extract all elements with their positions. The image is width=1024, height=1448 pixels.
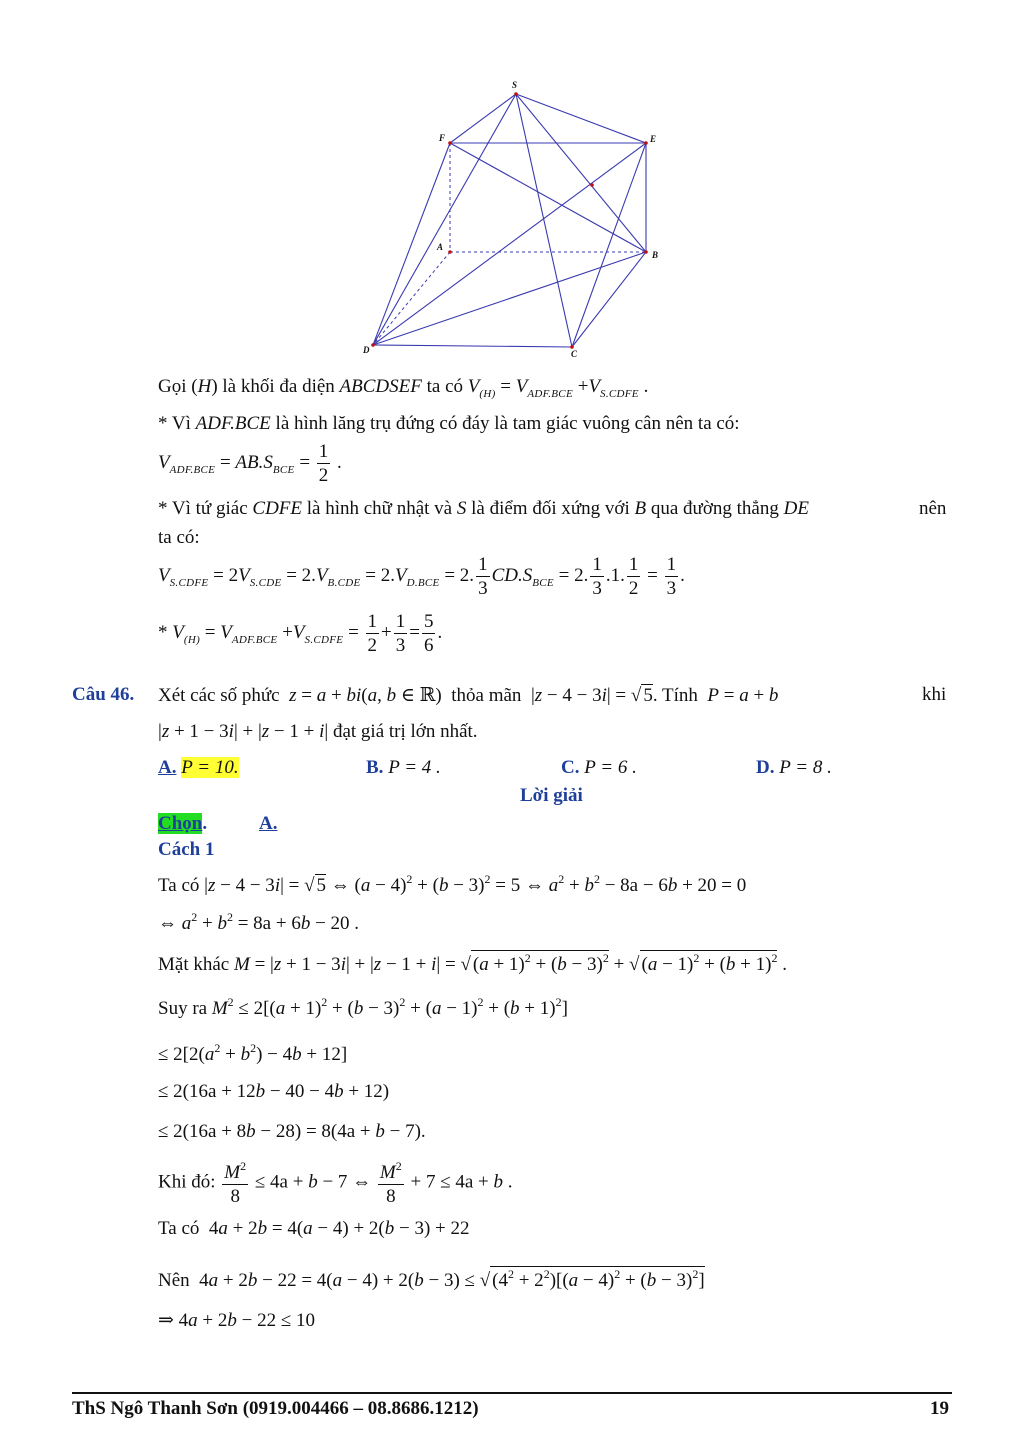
method-title: Cách 1	[158, 839, 215, 860]
rectangle-statement-end: nên	[919, 498, 947, 519]
label-C: C	[571, 349, 578, 359]
solution-line-11: ⇒ 4a + 2b − 22 ≤ 10	[158, 1310, 316, 1331]
solution-line-2: ⇔ $a^2 + b^2 = 8a + 6b - 20$ .	[158, 910, 360, 934]
footer-divider	[72, 1392, 952, 1394]
label-A: A	[437, 242, 444, 252]
solution-line-4: Suy ra $M^2 \le 2[(a + 1)^2 + (b - 3)^2 + (a - 1)^2 + (b + 1)^2]$	[158, 995, 568, 1019]
volume-definition-line: Gọi (H) là khối đa diện ABCDSEF ta có $V_{(H)} = V_{ADF.BCE} +V_{S.CDFE}$ .	[158, 376, 649, 400]
solution-title: Lời giải	[520, 785, 583, 806]
option-b[interactable]: B. P = 4 .	[366, 757, 441, 778]
solution-line-1: Ta có |z − 4 − 3i| = √ 5 ⇔ $(a - 4)^2 + (b - 3)^2 = 5$ ⇔ $a^2 + b^2 - 8a - 6b + 20 = 0$	[158, 872, 747, 896]
option-d[interactable]: D. P = 8 .	[756, 757, 832, 778]
label-F: F	[439, 133, 446, 143]
question-khi: khi	[922, 684, 947, 705]
solution-line-9: Ta có 4a + 2b = 4(a − 4) + 2(b − 3) + 22	[158, 1218, 470, 1239]
chosen-answer: A.	[259, 813, 278, 834]
solution-line-5: ≤ $2[2(a^2 + b^2) - 4b + 12]$	[158, 1041, 348, 1065]
chon-label: Chọn.	[158, 813, 208, 834]
label-S: S	[512, 80, 518, 90]
question-line-2: |z + 1 − 3i| + |z − 1 + i| đạt giá trị lớn nhất.	[158, 721, 478, 742]
solution-line-6: ≤ 2(16a + 12b − 40 − 4b + 12)	[158, 1081, 390, 1102]
solution-line-7: ≤ 2(16a + 8b − 28) = 8(4a + b − 7).	[158, 1121, 426, 1142]
page-number: 19	[930, 1398, 949, 1419]
pyramid-volume-formula: $V_{S.CDFE} = 2V_{S.CDE} = 2.V_{B.CDE} = 2.V_{D.BCE} = 2$. $\frac{1}{3}$ $CD.S_{BCE} = 2$. $\frac{1}{3}$ .1. $\frac{1}{2}$ = $\frac{1}{3}$ .	[158, 554, 685, 599]
polyhedron-figure	[340, 72, 680, 368]
solution-line-10: Nên 4a + 2b − 22 = 4(a − 4) + 2(b − 3) ≤ √ $(4^2 + 2^2)[(a - 4)^2 + (b - 3)^2]$	[158, 1267, 705, 1291]
solution-line-8: Khi đó: $\frac{M^2}{8}$ ≤ 4a + b − 7 ⇔ $\frac{M^2}{8}$ + 7 ≤ 4a + b .	[158, 1159, 513, 1207]
option-c[interactable]: C. P = 6 .	[561, 757, 637, 778]
question-line-1: Xét các số phức z = a + bi(a, b ∈ ℝ) thỏa mãn |z − 4 − 3i| = √ 5. Tính P = a + b	[158, 685, 779, 706]
label-D: D	[363, 345, 370, 355]
option-a[interactable]: A. P = 10.	[158, 757, 239, 778]
prism-volume-formula: $V_{ADF.BCE} = AB.S_{BCE}$ = $\frac{1}{2}$ .	[158, 441, 342, 486]
solution-line-3: Mặt khác M = |z + 1 − 3i| + |z − 1 + i| = √ $(a + 1)^2 + (b - 3)^2$ + √ $(a - 1)^2 + (b + 1)^2$ .	[158, 951, 787, 975]
footer-author: ThS Ngô Thanh Sơn (0919.004466 – 08.8686.1212)	[72, 1398, 479, 1419]
label-B: B	[652, 250, 659, 260]
ta-co-line: ta có:	[158, 527, 200, 548]
total-volume-formula: * $V_{(H)} = V_{ADF.BCE} +V_{S.CDFE}$ = $\frac{1}{2}$ + $\frac{1}{3}$ = $\frac{5}{6}$ .	[158, 611, 443, 656]
question-label: Câu 46.	[72, 684, 135, 705]
label-E: E	[650, 134, 657, 144]
rectangle-statement: * Vì tứ giác CDFE là hình chữ nhật và S là điểm đối xứng với B qua đường thẳng DE	[158, 498, 809, 519]
prism-statement: * Vì ADF.BCE là hình lăng trụ đứng có đáy là tam giác vuông cân nên ta có:	[158, 413, 740, 434]
